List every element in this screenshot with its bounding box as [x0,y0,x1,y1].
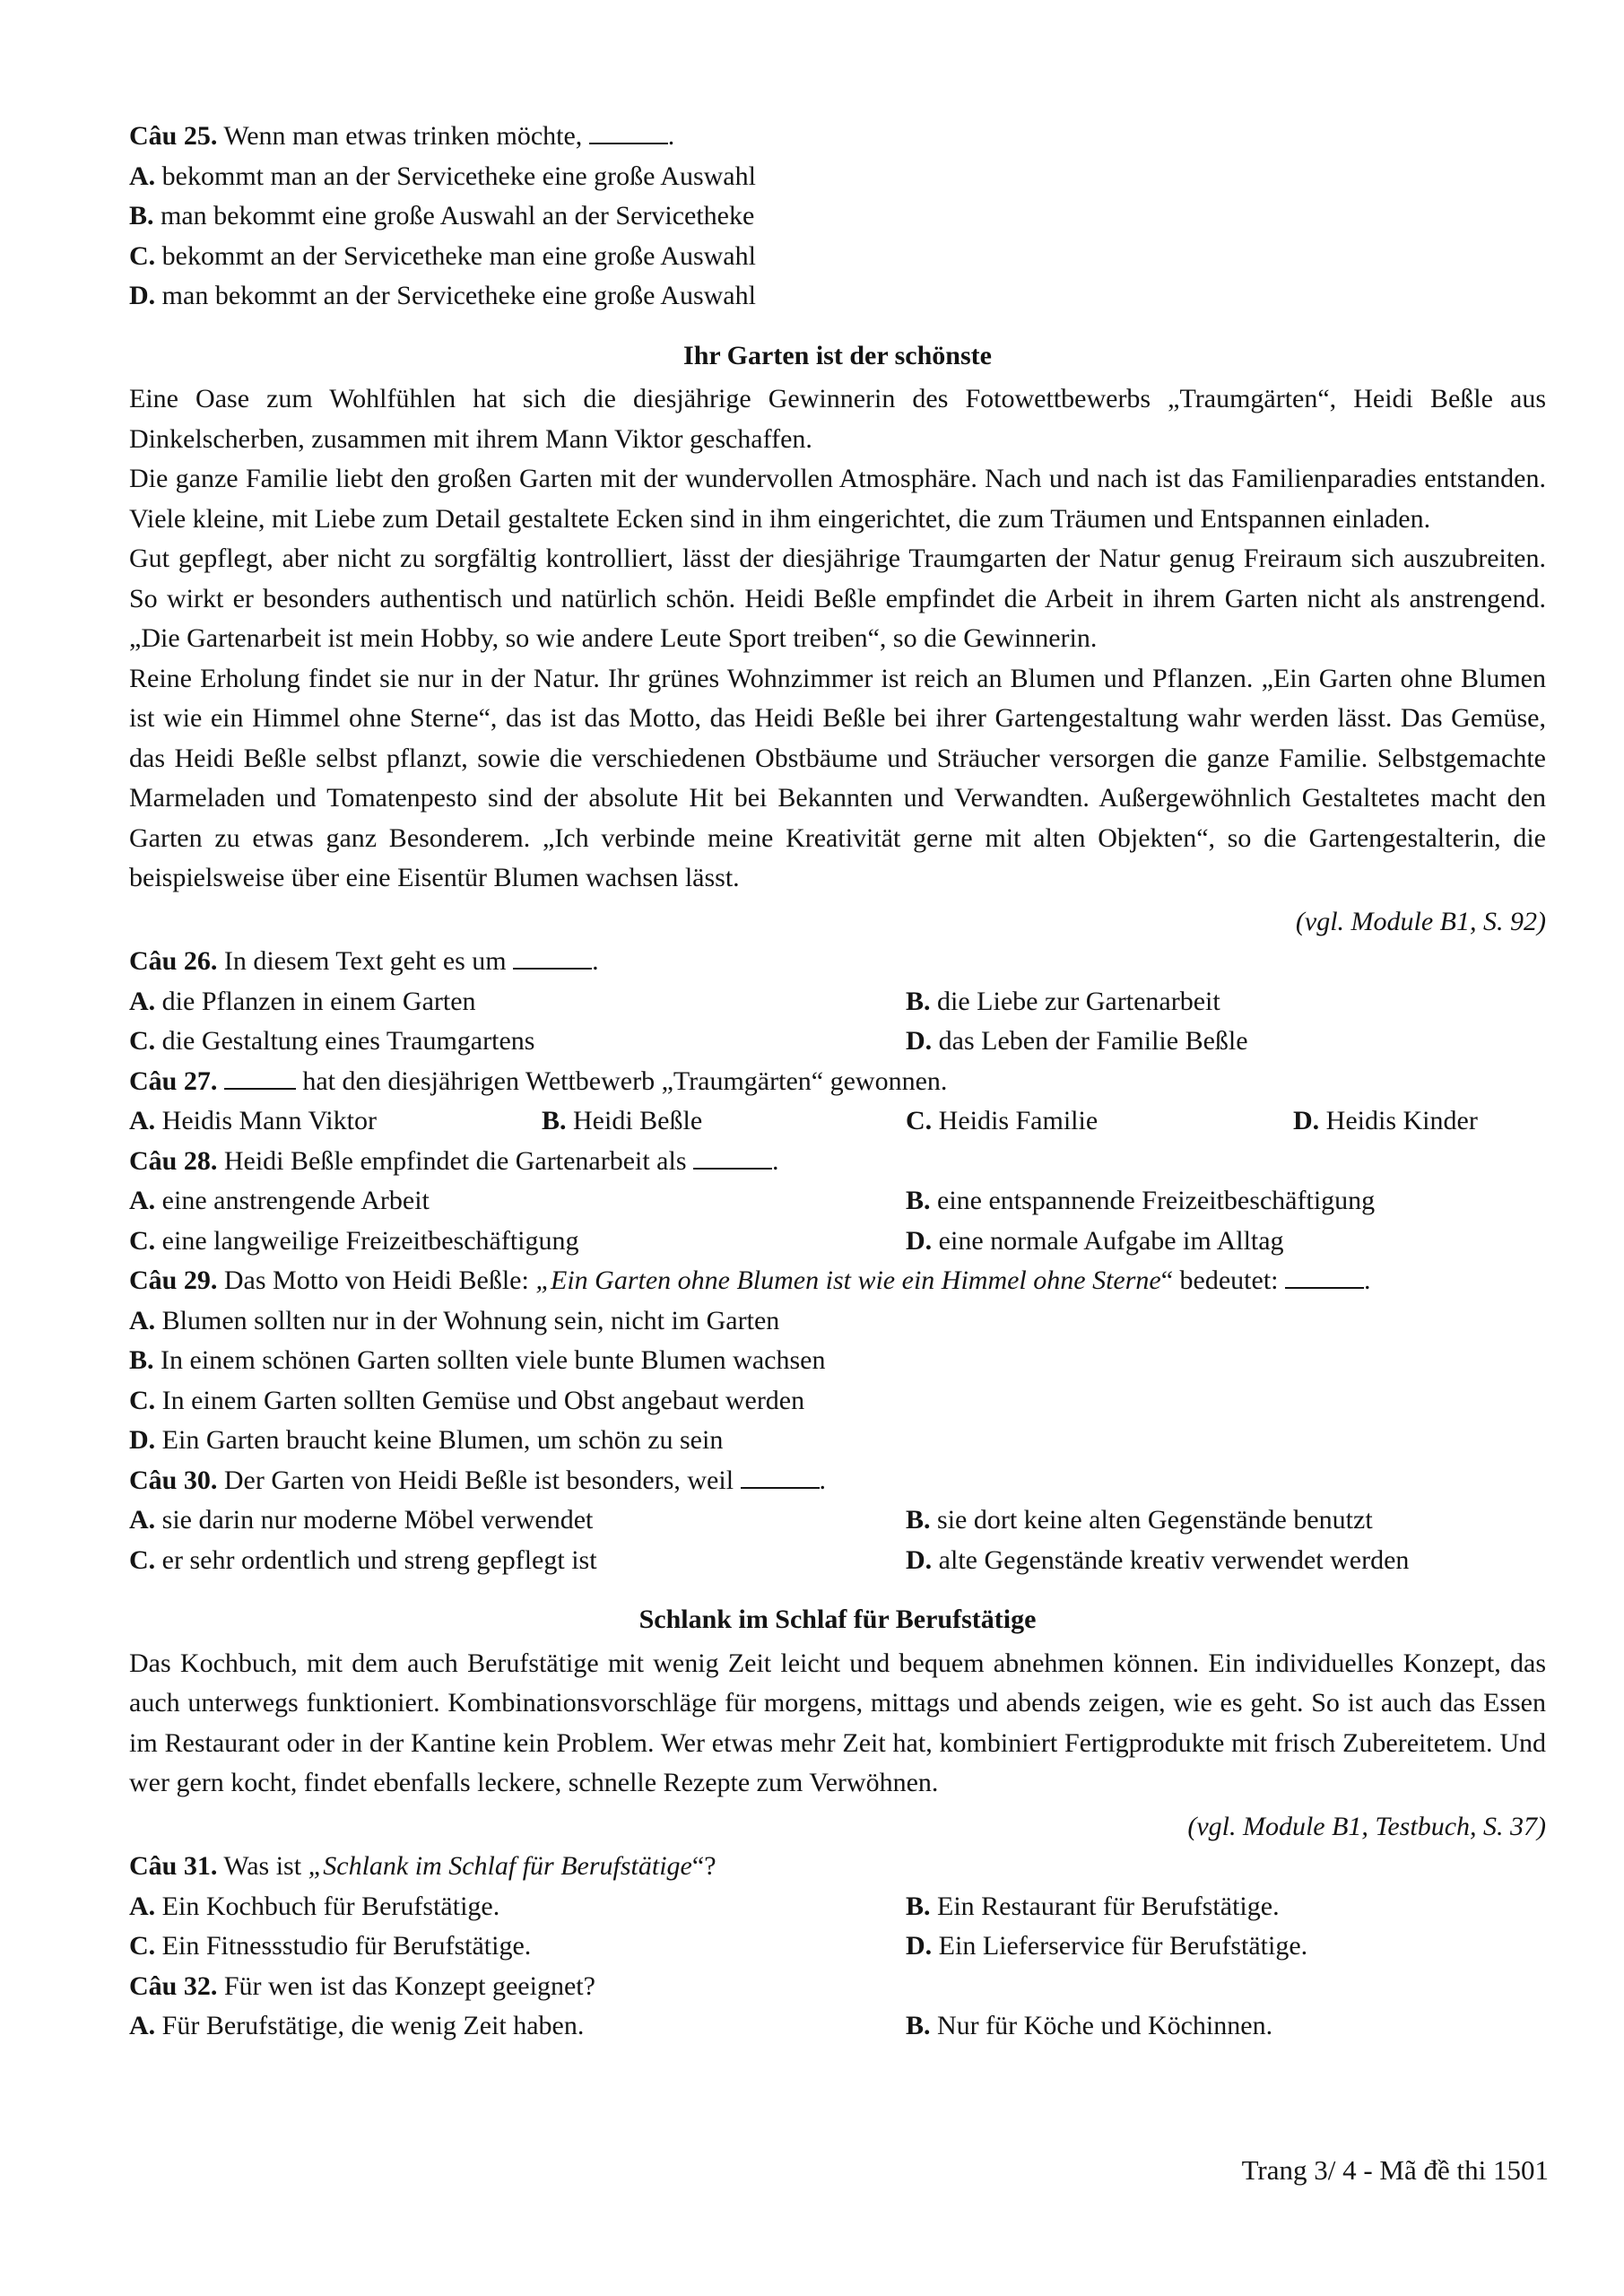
question-label: Câu 26. [129,946,218,976]
reading-text-1 [129,379,1546,899]
reading-text-2 [129,1644,1546,1804]
motto-quote: „Ein Garten ohne Blumen ist wie ein Himmel ohne Sterne [535,1265,1161,1295]
paragraph: Die ganze Familie liebt den großen Garten mit der wundervollen Atmosphäre. Nach und nach ist das Familienparadies entstanden. Viele kleine, mit Liebe zum Detail gestaltete Ecken sind in ihm eingerichtet, die zum Träumen und Entspannen einladen. [129,464,1546,534]
question-text: Was ist [217,1851,308,1881]
option-b: B. Ein Restaurant für Berufstätige. [906,1891,1280,1921]
answer-blank [741,1462,820,1489]
question-text: Für wen ist das Konzept geeignet? [217,1970,595,2001]
option-a: A. Ein Kochbuch für Berufstätige. [129,1891,500,1921]
paragraph: Das Kochbuch, mit dem auch Berufstätige mit wenig Zeit leicht und bequem abnehmen können. Ein individuelles Konzept, das auch unterwegs funktioniert. Kombinationsvorschläge für morgens, mittags und abends zeigen, wie es geht. So ist auch das Essen im Restaurant oder in der Kantine kein Problem. Wer etwas mehr Zeit hat, kombiniert Fertigprodukte mit frisch Zubereitetem. Und wer gern kocht, findet ebenfalls leckere, schnelle Rezepte zum Verwöhnen. [129,1648,1546,1797]
option-b: B. man bekommt eine große Auswahl an der Servicetheke [129,201,755,230]
page-footer: Trang 3/ 4 - Mã đề thi 1501 [1241,2154,1549,2186]
option-b: B. Heidi Beßle [542,1106,703,1135]
option-c: C. Ein Fitnessstudio für Berufstätige. [129,1931,532,1961]
page-content [129,117,1546,2047]
option-a: A. bekommt man an der Servicetheke eine große Auswahl [129,161,756,191]
option-d: D. Ein Lieferservice für Berufstätige. [906,1931,1308,1961]
answer-blank [224,1063,296,1090]
option-d: D. eine normale Aufgabe im Alltag [906,1225,1284,1256]
options-row [129,982,1546,1022]
book-title-quote: „Schlank im Schlaf für Berufstätige [308,1851,692,1881]
option-d: D. Ein Garten braucht keine Blumen, um schön zu sein [129,1425,724,1455]
answer-blank [1285,1262,1364,1289]
question-26: Câu 26. In diesem Text geht es um . [129,942,1546,982]
reading-title-1: Ihr Garten ist der schönste [683,340,992,370]
options-row [129,1101,1546,1142]
question-label: Câu 31. [129,1851,218,1881]
question-label: Câu 30. [129,1465,218,1495]
option-c: C. die Gestaltung eines Traumgartens [129,1026,535,1056]
question-label: Câu 29. [129,1265,218,1295]
option-a: A. Blumen sollten nur in der Wohnung sein, nicht im Garten [129,1305,780,1335]
options-row [129,1181,1546,1222]
option-c: C. bekommt an der Servicetheke man eine große Auswahl [129,240,756,271]
option-c: C. eine langweilige Freizeitbeschäftigung [129,1225,579,1256]
option-a: A. Heidis Mann Viktor [129,1106,377,1135]
option-b: B. eine entspannende Freizeitbeschäftigung [906,1186,1376,1215]
options-row [129,2006,1546,2047]
option-a: A. Für Berufstätige, die wenig Zeit haben. [129,2011,585,2040]
option-d: D. man bekommt an der Servicetheke eine große Auswahl [129,281,756,310]
answer-blank [589,117,668,144]
option-d: D. alte Gegenstände kreativ verwendet werden [906,1544,1410,1575]
options-row [129,1022,1546,1062]
option-c: C. Heidis Familie [906,1106,1099,1135]
source-citation-1: (vgl. Module B1, S. 92) [1295,906,1546,936]
option-b: B. die Liebe zur Gartenarbeit [906,986,1220,1016]
options-row [129,1500,1546,1541]
source-citation-2: (vgl. Module B1, Testbuch, S. 37) [1187,1811,1546,1841]
question-text: Der Garten von Heidi Beßle ist besonders, weil [217,1465,741,1495]
answer-blank [693,1143,772,1170]
question-label: Câu 27. [129,1065,218,1096]
option-a: A. die Pflanzen in einem Garten [129,986,476,1016]
answer-blank [513,943,592,970]
options-row [129,1887,1546,1927]
paragraph: Reine Erholung findet sie nur in der Natur. Ihr grünes Wohnzimmer ist reich an Blumen und Pflanzen. „Ein Garten ohne Blumen ist wie ein Himmel ohne Sterne“, das ist das Motto, das Heidi Beßle bei ihrer Gartengestaltung wahr werden lässt. Das Gemüse, das Heidi Beßle selbst pflanzt, sowie die verschiedenen Obstbäume und Sträucher versorgen die ganze Familie. Selbstgemachte Marmeladen und Tomatenpesto sind der absolute Hit bei Bekannten und Verwandten. Außergewöhnlich Gestaltetes macht den Garten zu etwas ganz Besonderem. „Ich verbinde meine Kreativität gerne mit alten Objekten“, so die Gartengestalterin, die beispielsweise über eine Eisentür Blumen wachsen lässt. [129,663,1546,892]
paragraph: Eine Oase zum Wohlfühlen hat sich die diesjährige Gewinnerin des Fotowettbewerbs „Traumgärten“, Heidi Beßle aus Dinkelscherben, zusammen mit ihrem Mann Viktor geschaffen. [129,384,1546,454]
option-a: A. eine anstrengende Arbeit [129,1186,430,1215]
question-25: Câu 25. Wenn man etwas trinken möchte, . [129,117,1546,157]
options-row [129,1541,1546,1581]
option-a: A. sie darin nur moderne Möbel verwendet [129,1505,594,1535]
paragraph: Gut gepflegt, aber nicht zu sorgfältig kontrolliert, lässt der diesjährige Traumgarten der Natur genug Freiraum sich auszubreiten. So wirkt er besonders authentisch und natürlich schön. Heidi Beßle empfindet die Arbeit in ihrem Garten nicht als anstrengend. „Die Gartenarbeit ist mein Hobby, so wie andere Leute Sport treiben“, so die Gewinnerin. [129,544,1546,653]
option-b: B. In einem schönen Garten sollten viele bunte Blumen wachsen [129,1345,826,1375]
question-29: Câu 29. Das Motto von Heidi Beßle: „Ein Garten ohne Blumen ist wie ein Himmel ohne Sterne“ bedeutet: . [129,1261,1546,1301]
question-27 [129,1062,1546,1102]
option-c: C. In einem Garten sollten Gemüse und Obst angebaut werden [129,1385,805,1415]
options-row [129,1926,1546,1967]
question-text: hat den diesjährigen Wettbewerb „Traumgärten“ gewonnen. [295,1065,948,1096]
question-28: Câu 28. Heidi Beßle empfindet die Gartenarbeit als . [129,1142,1546,1182]
question-32 [129,1967,1546,2007]
question-text: Wenn man etwas trinken möchte, [217,121,589,151]
reading-title-2: Schlank im Schlaf für Berufstätige [638,1605,1037,1634]
question-label: Câu 32. [129,1970,218,2001]
option-c: C. er sehr ordentlich und streng gepflegt ist [129,1544,597,1575]
question-31: Câu 31. Was ist „Schlank im Schlaf für Berufstätige“? [129,1851,716,1881]
question-label: Câu 25. [129,121,218,151]
question-text: Heidi Beßle empfindet die Gartenarbeit als [217,1145,693,1176]
question-text: In diesem Text geht es um [217,946,514,976]
options-row [129,1222,1546,1262]
question-text: Das Motto von Heidi Beßle: [217,1265,536,1295]
option-d: D. das Leben der Familie Beßle [906,1026,1248,1056]
question-label: Câu 28. [129,1145,218,1176]
option-b: B. Nur für Köche und Köchinnen. [906,2011,1273,2040]
option-b: B. sie dort keine alten Gegenstände benutzt [906,1505,1373,1535]
option-d: D. Heidis Kinder [1293,1106,1478,1135]
question-30: Câu 30. Der Garten von Heidi Beßle ist besonders, weil . [129,1461,1546,1501]
